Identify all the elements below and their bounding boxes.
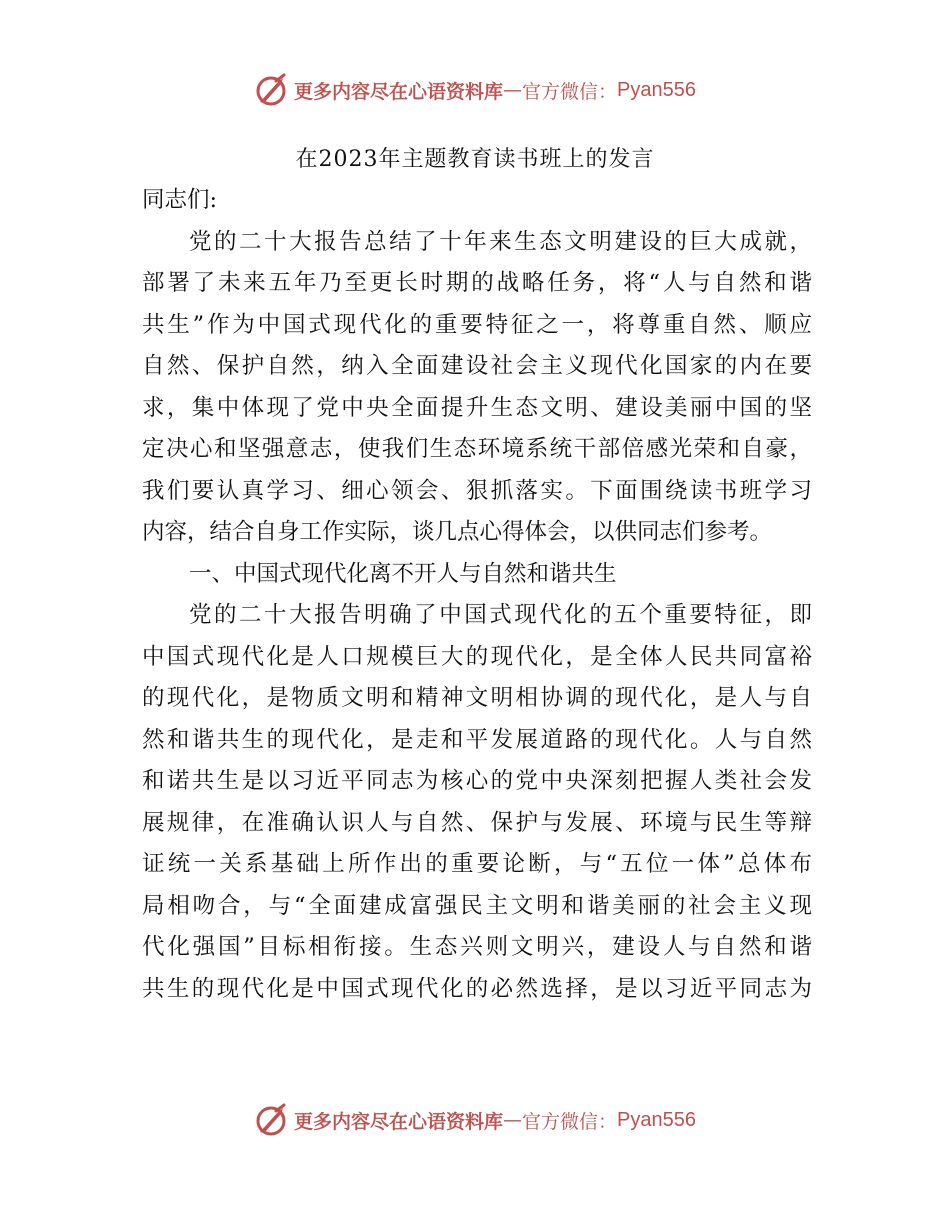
paragraph-line: 内容，结合自身工作实际，谈几点心得体会，以供同志们参考。	[142, 519, 773, 545]
paragraph-line: 共生的现代化是中国式现代化的必然选择，是以习近平同志为	[142, 975, 812, 1002]
document-body	[142, 180, 812, 1010]
paragraph-line: 自然、保护自然，纳入全面建设社会主义现代化国家的内在要	[142, 353, 812, 379]
salutation: 同志们:	[142, 187, 218, 213]
watermark-separator: —	[503, 1109, 523, 1131]
watermark-text: 更多内容尽在心语资料库	[294, 80, 504, 103]
paragraph-line: 定决心和坚强意志，使我们生态环境系统干部倍感光荣和自豪，	[142, 436, 812, 462]
watermark-footer	[0, 1100, 950, 1140]
watermark-header	[0, 70, 950, 110]
watermark-label: 官方微信：	[522, 1110, 618, 1133]
watermark-wechat-id: Pyan556	[617, 78, 696, 101]
paragraph-line: 部署了未来五年乃至更长时期的战略任务，将“人与自然和谐	[142, 270, 812, 296]
watermark-label: 官方微信：	[522, 80, 618, 103]
paragraph-line: 代化强国”目标相衔接。生态兴则文明兴，建设人与自然和谐	[142, 934, 812, 960]
paragraph-line: 局相吻合，与“全面建成富强民主文明和谐美丽的社会主义现	[142, 892, 812, 919]
pen-logo-icon	[254, 72, 290, 108]
paragraph-1	[142, 222, 812, 554]
paragraph-line: 中国式现代化是人口规模巨大的现代化，是全体人民共同富裕	[142, 643, 812, 670]
paragraph-line: 党的二十大报告总结了十年来生态文明建设的巨大成就，	[189, 228, 812, 255]
paragraph-line: 展规律，在准确认识人与自然、保护与发展、环境与民生等辩	[142, 809, 812, 836]
watermark-separator: —	[503, 79, 523, 101]
paragraph-line: 党的二十大报告明确了中国式现代化的五个重要特征，即	[189, 602, 812, 628]
paragraph-line: 证统一关系基础上所作出的重要论断，与“五位一体”总体布	[142, 851, 812, 877]
pen-logo-icon	[254, 1102, 290, 1138]
paragraph-line: 我们要认真学习、细心领会、狠抓落实。下面围绕读书班学习	[142, 477, 812, 504]
watermark-wechat-id: Pyan556	[617, 1108, 696, 1131]
paragraph-line: 求，集中体现了党中央全面提升生态文明、建设美丽中国的坚	[142, 394, 812, 421]
paragraph-line: 然和谐共生的现代化，是走和平发展道路的现代化。人与自然	[142, 726, 812, 753]
section-heading-1: 一、中国式现代化离不开人与自然和谐共生	[189, 560, 617, 587]
paragraph-2	[142, 595, 812, 1010]
watermark-text: 更多内容尽在心语资料库	[294, 1110, 504, 1133]
document-title: 在2023年主题教育读书班上的发言	[295, 147, 655, 172]
paragraph-line: 和诺共生是以习近平同志为核心的党中央深刻把握人类社会发	[142, 768, 812, 794]
paragraph-line: 共生”作为中国式现代化的重要特征之一，将尊重自然、顺应	[142, 311, 812, 338]
paragraph-line: 的现代化，是物质文明和精神文明相协调的现代化，是人与自	[142, 685, 812, 711]
